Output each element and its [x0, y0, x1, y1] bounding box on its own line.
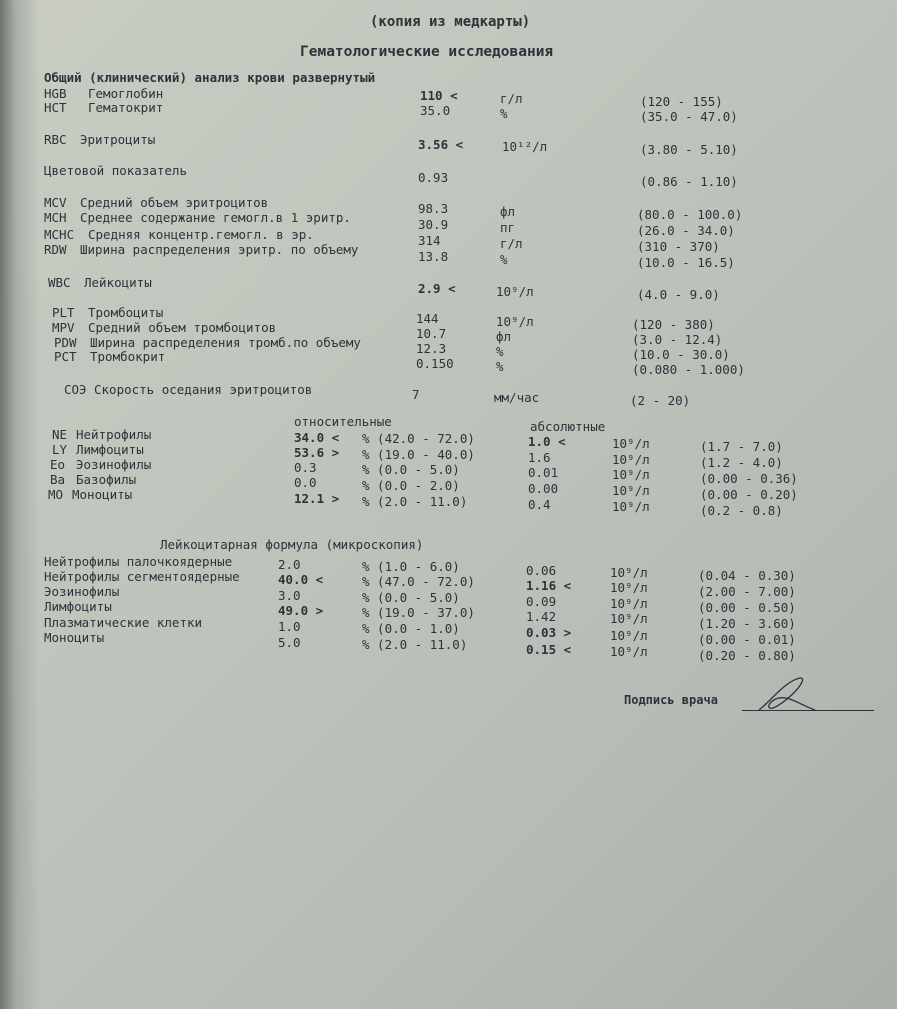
- micro-absunit-mono: 10⁹/л: [610, 644, 648, 659]
- cbc-label-mpv: Средний объем тромбоцитов: [88, 320, 277, 335]
- cbc-unit-pct: %: [496, 359, 504, 374]
- cbc-unit-wbc: 10⁹/л: [496, 284, 534, 299]
- diff-rel-ba: 0.0: [294, 475, 317, 490]
- micro-relrange-eo: % (0.0 - 5.0): [362, 590, 460, 605]
- micro-absunit-seg: 10⁹/л: [610, 580, 648, 595]
- cbc-label-mcv: Средний объем эритроцитов: [80, 195, 269, 210]
- diff-code-mo: MO: [48, 487, 64, 502]
- cbc-value-color-index: 0.93: [418, 170, 449, 185]
- diff-abs-ne: 1.0 <: [528, 434, 566, 449]
- micro-absrange-ly: (1.20 - 3.60): [698, 616, 796, 631]
- cbc-value-hgb: 110 <: [420, 88, 458, 103]
- diff-rel-eo: 0.3: [294, 460, 317, 475]
- cbc-name-mch: MCH: [44, 210, 67, 225]
- cbc-name-rbc: RBC: [44, 132, 67, 147]
- cbc-label-rbc: Эритроциты: [80, 132, 156, 147]
- cbc-label-rdw: Ширина распределения эритр. по объему: [80, 242, 359, 257]
- cbc-unit-rdw: %: [500, 252, 508, 267]
- micro-name-eo: Эозинофилы: [44, 584, 120, 599]
- cbc-name-pdw: PDW: [54, 335, 77, 350]
- signature-scribble: [755, 672, 825, 718]
- micro-absunit-eo: 10⁹/л: [610, 596, 648, 611]
- cbc-name-plt: PLT: [52, 305, 75, 320]
- diff-rel-ly: 53.6 >: [294, 445, 340, 460]
- micro-rel-seg: 40.0 <: [278, 572, 324, 587]
- diff-name-eo: Эозинофилы: [76, 457, 152, 472]
- micro-absunit-ly: 10⁹/л: [610, 611, 648, 626]
- diff-name-ba: Базофилы: [76, 472, 137, 487]
- section-title: Общий (клинический) анализ крови развернутый: [44, 70, 376, 85]
- micro-abs-eo: 0.09: [526, 594, 557, 609]
- micro-rel-eo: 3.0: [278, 588, 301, 603]
- cbc-value-wbc: 2.9 <: [418, 281, 456, 296]
- diff-absrange-ly: (1.2 - 4.0): [700, 455, 783, 470]
- cbc-name-rdw: RDW: [44, 242, 67, 257]
- cbc-label-hct: Гематокрит: [88, 100, 164, 115]
- micro-rel-ly: 49.0 >: [278, 603, 324, 618]
- diff-absrange-ne: (1.7 - 7.0): [700, 439, 783, 454]
- cbc-unit-mchc: г/л: [500, 236, 523, 251]
- cbc-unit-plt: 10⁹/л: [496, 314, 534, 329]
- diff-code-ly: LY: [52, 442, 68, 457]
- cbc-value-rdw: 13.8: [418, 249, 449, 264]
- diff-code-eo: Eo: [50, 457, 66, 472]
- cbc-name-pct: PCT: [54, 349, 77, 364]
- diff-relrange-ba: % (0.0 - 2.0): [362, 478, 460, 493]
- cbc-range-mpv: (3.0 - 12.4): [632, 332, 723, 347]
- diff-absrange-mo: (0.2 - 0.8): [700, 503, 783, 518]
- diff-relrange-ly: % (19.0 - 40.0): [362, 447, 475, 462]
- micro-name-band: Нейтрофилы палочкоядерные: [44, 554, 233, 569]
- cbc-unit-esr: мм/час: [494, 390, 540, 405]
- diff-absrange-ba: (0.00 - 0.20): [700, 487, 798, 502]
- cbc-label-pct: Тромбокрит: [90, 349, 166, 364]
- cbc-value-esr: 7: [412, 387, 420, 402]
- copy-note: (копия из медкарты): [370, 14, 531, 30]
- cbc-name-esr: СОЭ: [64, 382, 87, 397]
- diff-rel-header: относительные: [294, 414, 392, 429]
- cbc-unit-hct: %: [500, 106, 508, 121]
- micro-absrange-seg: (2.00 - 7.00): [698, 584, 796, 599]
- cbc-range-hgb: (120 - 155): [640, 94, 723, 109]
- cbc-range-mchc: (310 - 370): [637, 239, 720, 254]
- diff-absrange-eo: (0.00 - 0.36): [700, 471, 798, 486]
- diff-code-ba: Ba: [50, 472, 66, 487]
- micro-header: Лейкоцитарная формула (микроскопия): [160, 537, 424, 552]
- micro-absunit-band: 10⁹/л: [610, 565, 648, 580]
- diff-abs-mo: 0.4: [528, 497, 551, 512]
- cbc-label-mch: Среднее содержание гемогл.в 1 эритр.: [80, 210, 351, 225]
- diff-relrange-ne: % (42.0 - 72.0): [362, 431, 475, 446]
- micro-name-mono: Моноциты: [44, 630, 105, 645]
- cbc-range-pct: (0.080 - 1.000): [632, 362, 745, 377]
- cbc-name-wbc: WBC: [48, 275, 71, 290]
- cbc-unit-mch: пг: [500, 220, 516, 235]
- diff-absunit-eo: 10⁹/л: [612, 467, 650, 482]
- cbc-label-mchc: Средняя концентр.гемогл. в эр.: [88, 227, 314, 242]
- micro-rel-band: 2.0: [278, 557, 301, 572]
- micro-abs-plasma: 0.03 >: [526, 625, 572, 640]
- diff-rel-ne: 34.0 <: [294, 430, 340, 445]
- cbc-value-pdw: 12.3: [416, 341, 447, 356]
- diff-abs-eo: 0.01: [528, 465, 559, 480]
- diff-abs-ba: 0.00: [528, 481, 559, 496]
- cbc-label-esr: Скорость оседания эритроцитов: [94, 382, 313, 397]
- diff-abs-header: абсолютные: [530, 419, 606, 434]
- cbc-range-plt: (120 - 380): [632, 317, 715, 332]
- micro-name-ly: Лимфоциты: [44, 599, 112, 614]
- micro-absunit-plasma: 10⁹/л: [610, 628, 648, 643]
- report-title: Гематологические исследования: [300, 44, 554, 60]
- cbc-label-pdw: Ширина распределения тромб.по объему: [90, 335, 361, 350]
- cbc-value-mcv: 98.3: [418, 201, 449, 216]
- cbc-label-wbc: Лейкоциты: [84, 275, 152, 290]
- cbc-value-plt: 144: [416, 311, 439, 326]
- cbc-value-mch: 30.9: [418, 217, 449, 232]
- cbc-label-plt: Тромбоциты: [88, 305, 164, 320]
- cbc-range-color-index: (0.86 - 1.10): [640, 174, 738, 189]
- diff-absunit-mo: 10⁹/л: [612, 499, 650, 514]
- cbc-range-rbc: (3.80 - 5.10): [640, 142, 738, 157]
- cbc-name-hgb: HGB: [44, 86, 67, 101]
- cbc-value-hct: 35.0: [420, 103, 451, 118]
- diff-absunit-ba: 10⁹/л: [612, 483, 650, 498]
- diff-name-ly: Лимфоциты: [76, 442, 144, 457]
- cbc-range-wbc: (4.0 - 9.0): [637, 287, 720, 302]
- micro-rel-plasma: 1.0: [278, 619, 301, 634]
- cbc-label-hgb: Гемоглобин: [88, 86, 164, 101]
- micro-abs-mono: 0.15 <: [526, 642, 572, 657]
- micro-abs-band: 0.06: [526, 563, 557, 578]
- diff-rel-mo: 12.1 >: [294, 491, 340, 506]
- cbc-value-rbc: 3.56 <: [418, 137, 464, 152]
- signature-label: Подпись врача: [624, 693, 718, 707]
- cbc-range-pdw: (10.0 - 30.0): [632, 347, 730, 362]
- micro-abs-ly: 1.42: [526, 609, 557, 624]
- diff-relrange-mo: % (2.0 - 11.0): [362, 494, 468, 509]
- micro-name-plasma: Плазматические клетки: [44, 615, 203, 630]
- diff-absunit-ne: 10⁹/л: [612, 436, 650, 451]
- cbc-range-hct: (35.0 - 47.0): [640, 109, 738, 124]
- cbc-unit-pdw: %: [496, 344, 504, 359]
- micro-relrange-seg: % (47.0 - 72.0): [362, 574, 475, 589]
- cbc-name-mpv: MPV: [52, 320, 75, 335]
- cbc-unit-hgb: г/л: [500, 91, 523, 106]
- diff-name-ne: Нейтрофилы: [76, 427, 152, 442]
- cbc-range-esr: (2 - 20): [630, 393, 691, 408]
- cbc-unit-mpv: фл: [496, 329, 512, 344]
- cbc-name-mchc: MCHC: [44, 227, 75, 242]
- cbc-value-mpv: 10.7: [416, 326, 447, 341]
- micro-name-seg: Нейтрофилы сегментоядерные: [44, 569, 240, 584]
- cbc-unit-rbc: 10¹²/л: [502, 139, 548, 154]
- micro-relrange-mono: % (2.0 - 11.0): [362, 637, 468, 652]
- cbc-range-mch: (26.0 - 34.0): [637, 223, 735, 238]
- diff-abs-ly: 1.6: [528, 450, 551, 465]
- diff-absunit-ly: 10⁹/л: [612, 452, 650, 467]
- cbc-range-mcv: (80.0 - 100.0): [637, 207, 743, 222]
- cbc-value-mchc: 314: [418, 233, 441, 248]
- micro-relrange-ly: % (19.0 - 37.0): [362, 605, 475, 620]
- cbc-name-hct: HCT: [44, 100, 67, 115]
- cbc-unit-mcv: фл: [500, 204, 516, 219]
- micro-absrange-plasma: (0.00 - 0.01): [698, 632, 796, 647]
- micro-rel-mono: 5.0: [278, 635, 301, 650]
- micro-absrange-band: (0.04 - 0.30): [698, 568, 796, 583]
- micro-abs-seg: 1.16 <: [526, 578, 572, 593]
- micro-absrange-mono: (0.20 - 0.80): [698, 648, 796, 663]
- micro-relrange-plasma: % (0.0 - 1.0): [362, 621, 460, 636]
- micro-relrange-band: % (1.0 - 6.0): [362, 559, 460, 574]
- micro-absrange-eo: (0.00 - 0.50): [698, 600, 796, 615]
- cbc-label-color-index: Цветовой показатель: [44, 163, 187, 178]
- diff-name-mo: Моноциты: [72, 487, 133, 502]
- cbc-range-rdw: (10.0 - 16.5): [637, 255, 735, 270]
- cbc-value-pct: 0.150: [416, 356, 454, 371]
- diff-relrange-eo: % (0.0 - 5.0): [362, 462, 460, 477]
- diff-code-ne: NE: [52, 427, 68, 442]
- cbc-name-mcv: MCV: [44, 195, 67, 210]
